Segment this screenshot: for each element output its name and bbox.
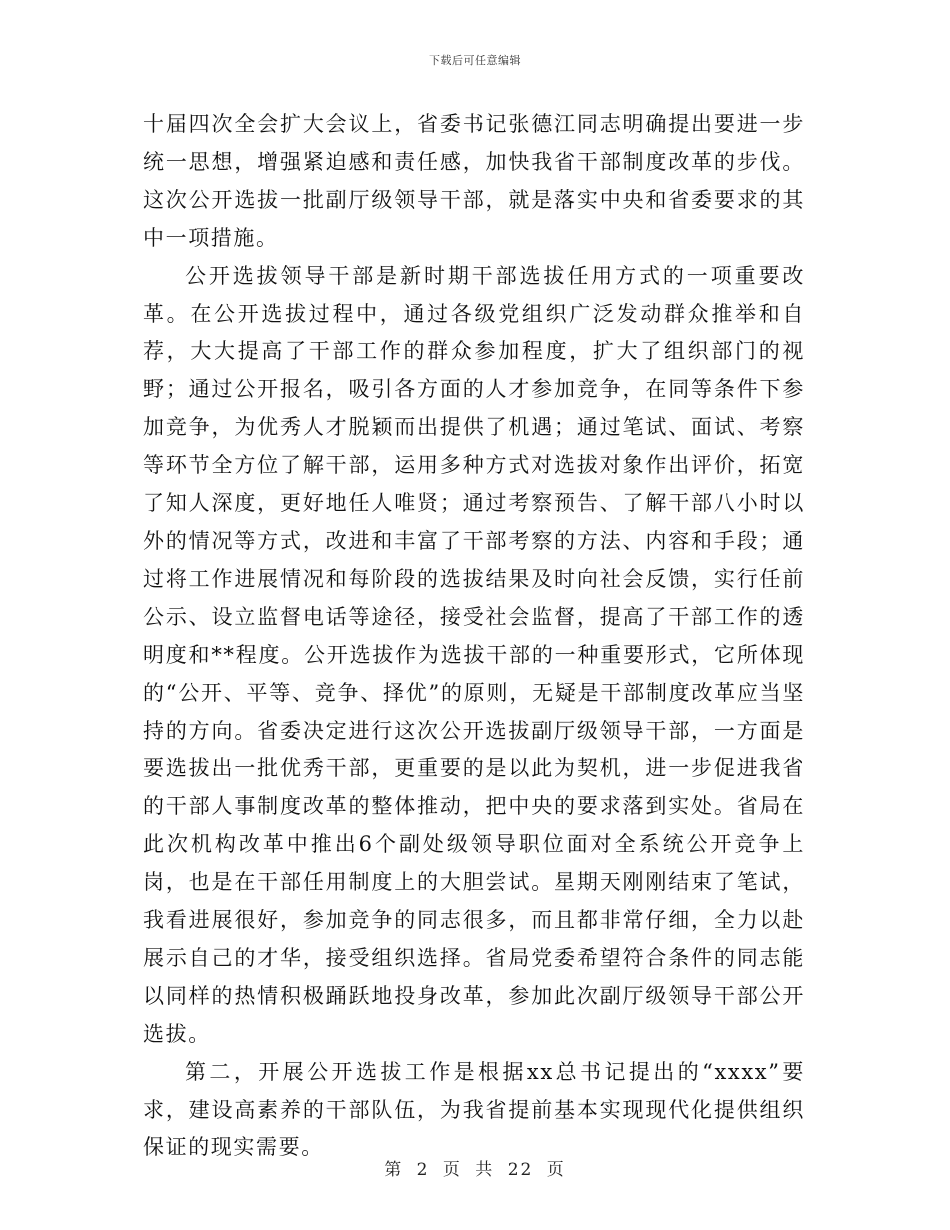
paragraph: 第二，开展公开选拔工作是根据xx总书记提出的“xxxx”要求，建设高素养的干部队伍，为我省提前基本实现现代化提供组织保证的现实需要。 — [143, 1059, 805, 1160]
paragraph: 公开选拔领导干部是新时期干部选拔任用方式的一项重要改革。在公开选拔过程中，通过各级党组织广泛发动群众推举和自荐，大大提高了干部工作的群众参加程度，扩大了组织部门的视野；通过公开报名，吸引各方面的人才参加竞争，在同等条件下参加竞争，为优秀人才脱颖而出提供了机遇；通过笔试、面试、考察等环节全方位了解干部，运用多种方式对选拔对象作出评价，拓宽了知人深度，更好地任人唯贤；通过考察预告、了解干部八小时以外的情况等方式，改进和丰富了干部考察的方法、内容和手段；通过将工作进展情况和每阶段的选拔结果及时向社会反馈，实行任前公示、设立监督电话等途径，接受社会监督，提高了干部工作的透明度和**程度。公开选拔作为选拔干部的一种重要形式，它所体现的“公开、平等、竞争、择优”的原则，无疑是干部制度改革应当坚持的方向。省委决定进行这次公开选拔副厅级领导干部，一方面是要选拔出一批优秀干部，更重要的是以此为契机，进一步促进我省的干部人事制度改革的整体推动，把中央的要求落到实处。省局在此次机构改革中推出6个副处级领导职位面对全系统公开竞争上岗，也是在干部任用制度上的大胆尝试。星期天刚刚结束了笔试，我看进展很好，参加竞争的同志很多，而且都非常仔细，全力以赴展示自己的才华，接受组织选择。省局党委希望符合条件的同志能以同样的热情积极踊跃地投身改革，参加此次副厅级领导干部公开选拔。 — [143, 263, 805, 1046]
paragraph: 十届四次全会扩大会议上，省委书记张德江同志明确提出要进一步统一思想，增强紧迫感和责任感，加快我省干部制度改革的步伐。这次公开选拔一批副厅级领导干部，就是落实中央和省委要求的其中一项措施。 — [143, 112, 805, 250]
page-header: 下载后可任意编辑 — [429, 54, 521, 67]
page-number-footer: 第 2 页 共 22 页 — [384, 1160, 566, 1180]
document-body — [143, 106, 805, 1167]
